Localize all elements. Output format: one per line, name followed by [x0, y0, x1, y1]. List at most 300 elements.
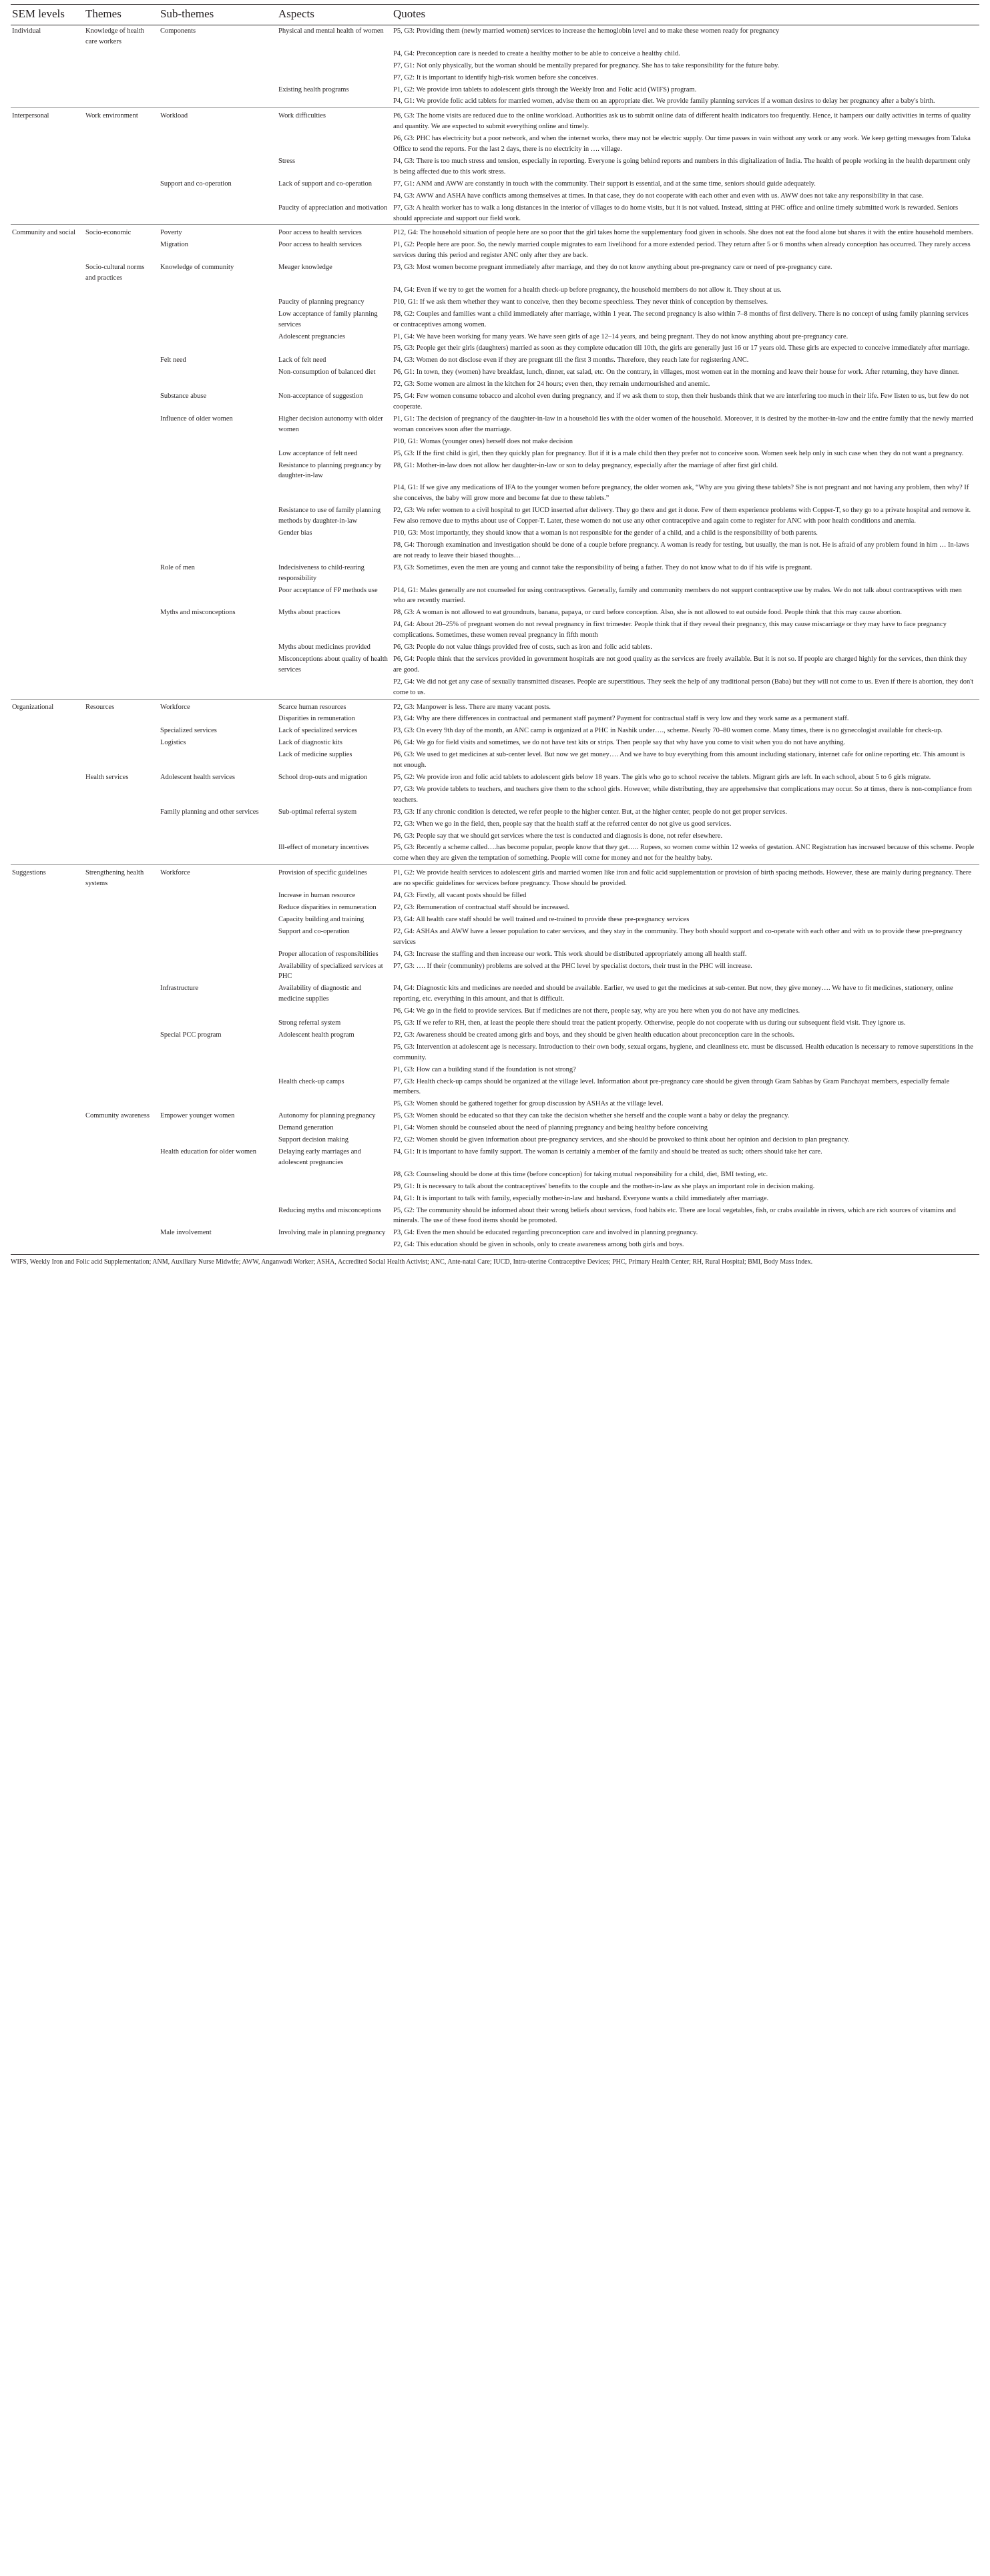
sub-theme-cell	[159, 749, 277, 772]
quote-cell: P1, G2: People here are poor. So, the newly married couple migrates to earn livelihood for a more extended period. They return after 5 or 6 months when already conception has occurred. They rarely access services during this period and register ANC only after they are back.	[393, 241, 971, 260]
quote-cell: P3, G4: Why are there differences in contractual and permanent staff payment? Payment for contractual staff is very low and they work same as a permanent staff.	[393, 715, 849, 723]
aspect-cell: Non-acceptance of suggestion	[278, 393, 363, 401]
table-row	[11, 308, 979, 331]
aspect-cell: Lack of diagnostic kits	[278, 739, 342, 747]
theme-cell	[84, 95, 159, 107]
sub-theme-cell	[159, 296, 277, 308]
table-row	[11, 262, 979, 284]
theme-cell	[84, 784, 159, 806]
aspect-cell: Lack of support and co-operation	[278, 180, 372, 188]
theme-cell	[84, 842, 159, 864]
sub-theme-cell	[159, 1064, 277, 1076]
sem-level-cell	[11, 562, 84, 585]
sem-level-cell	[11, 737, 84, 749]
quote-cell: P7, G2: It is important to identify high-risk women before she conceives.	[393, 73, 599, 81]
aspect-cell: Strong referral system	[278, 1019, 341, 1027]
theme-cell	[84, 676, 159, 699]
table-row	[11, 784, 979, 806]
quote-cell: P1, G2: We provide iron tablets to adolescent girls through the Weekly Iron and Folic acid (WIFS) program.	[393, 85, 697, 93]
theme-cell	[84, 202, 159, 225]
aspect-cell	[277, 619, 392, 641]
sub-theme-cell: Components	[160, 27, 196, 35]
sub-theme-cell	[159, 1134, 277, 1146]
quote-cell: P7, G1: Not only physically, but the woman should be mentally prepared for pregnancy. She has to take responsibility for the future baby.	[393, 61, 780, 69]
theme-cell	[84, 1193, 159, 1205]
aspect-cell: Myths about medicines provided	[278, 643, 370, 652]
sub-theme-cell	[159, 585, 277, 607]
table-row	[11, 1146, 979, 1169]
sub-theme-cell	[159, 830, 277, 842]
aspect-cell	[277, 60, 392, 72]
sub-theme-cell: Health education for older women	[160, 1148, 257, 1155]
aspect-cell: Paucity of appreciation and motivation	[278, 204, 388, 212]
quote-cell: P8, G3: A woman is not allowed to eat groundnuts, banana, papaya, or curd before conception. Also, she is not allowed to eat outside food. People think that this may cause abortion.	[393, 609, 902, 617]
theme-cell: Resources	[84, 699, 159, 713]
aspect-cell	[277, 1181, 392, 1193]
quote-cell: P5, G3: Intervention at adolescent age is necessary. Introduction to their own body, sexual organs, hygiene, and cleanliness etc. must be discussed. Health education is necessary to remove superstitions in the community.	[393, 1043, 973, 1061]
table-row	[11, 1181, 979, 1193]
sem-level-cell	[11, 262, 84, 284]
sub-theme-cell: Workforce	[159, 865, 277, 890]
table-row	[11, 413, 979, 436]
theme-cell	[84, 585, 159, 607]
quote-cell: P4, G3: There is too much stress and tension, especially in reporting. Everyone is going behind reports and numbers in this digitalization of India. The health of people working in the health department only is being affected due to this work stress.	[393, 157, 971, 176]
table-row	[11, 725, 979, 737]
table-row	[11, 156, 979, 178]
sem-level-cell	[11, 296, 84, 308]
theme-cell: Health services	[85, 774, 129, 781]
table-row	[11, 749, 979, 772]
theme-cell	[84, 391, 159, 413]
table-row	[11, 902, 979, 914]
quote-cell: P6, G3: We used to get medicines at sub-center level. But now we get money…. And we have to buy everything from this amount including stationary, internet cafe for online reporting etc. This amount is not enough.	[393, 751, 965, 770]
theme-cell	[84, 890, 159, 902]
quote-cell: P1, G4: Women should be counseled about the need of planning pregnancy and being healthy before conceiving	[393, 1124, 708, 1132]
table-row	[11, 772, 979, 784]
sub-theme-cell	[159, 1181, 277, 1193]
sub-theme-cell	[159, 342, 277, 354]
sub-theme-cell: Poverty	[159, 225, 277, 239]
sem-level-cell	[11, 1098, 84, 1110]
sub-theme-cell: Infrastructure	[160, 985, 199, 993]
sem-level-cell	[11, 527, 84, 539]
sub-theme-cell	[159, 527, 277, 539]
sub-theme-cell: Special PCC program	[160, 1031, 222, 1039]
aspect-cell: Work difficulties	[277, 108, 392, 133]
quote-cell: P3, G3: On every 9th day of the month, an ANC camp is organized at a PHC in Nashik under…., scheme. Nearly 70–80 women come. Many times, there is no gynecologist available for check-up.	[393, 727, 943, 735]
table-row	[11, 1193, 979, 1205]
quote-cell: P8, G4: Thorough examination and investigation should be done of a couple before pregnancy. A woman is ready for testing, but usually, the man is not. He is afraid of any problem found in him … In-laws are not ready to leave their biased thoughts…	[393, 541, 969, 559]
sub-theme-cell	[159, 331, 277, 343]
theme-cell	[84, 818, 159, 830]
theme-cell	[84, 342, 159, 354]
sem-level-cell	[11, 676, 84, 699]
aspect-cell	[277, 676, 392, 699]
sem-level-cell	[11, 448, 84, 460]
sem-level-cell	[11, 1005, 84, 1017]
table-row	[11, 914, 979, 926]
aspect-cell: Adolescent health program	[278, 1031, 354, 1039]
quote-cell: P6, G4: People think that the services provided in government hospitals are not good quality as the services are freely available. But it is not so. If people are charged highly for the services, then think they are good.	[393, 655, 967, 674]
sem-level-cell	[11, 482, 84, 505]
sem-level-cell: Interpersonal	[11, 108, 84, 133]
sub-theme-cell	[159, 713, 277, 725]
sem-level-cell: Suggestions	[11, 865, 84, 890]
themes-table	[11, 4, 979, 1253]
aspect-cell: Proper allocation of responsibilities	[278, 950, 379, 958]
theme-cell	[84, 1076, 159, 1099]
table-row	[11, 460, 979, 483]
aspect-cell	[277, 378, 392, 391]
table-row	[11, 331, 979, 343]
aspect-cell: Provision of specific guidelines	[277, 865, 392, 890]
sub-theme-cell	[159, 654, 277, 676]
theme-cell	[84, 133, 159, 156]
quote-cell: P6, G3: PHC has electricity but a poor network, and when the internet works, there may not be electric supply. Our time passes in vain without any work or any work. We keep getting messages from Taluka Office to send the reports. For the last 2 days, there is no electricity in …. village.	[393, 135, 971, 154]
aspect-cell: School drop-outs and migration	[278, 774, 368, 781]
sub-theme-cell: Empower younger women	[160, 1112, 235, 1120]
theme-cell	[84, 1181, 159, 1193]
sub-theme-cell	[159, 436, 277, 448]
quote-cell: P14, G1: Males generally are not counseled for using contraceptives. Generally, family and community members do not support contraceptive use by males. We do not talk about contraceptives with men who are recently married.	[393, 586, 962, 605]
quote-cell: P7, G3: A health worker has to walk a long distances in the interior of villages to do home visits, but it is not valued. Instead, sitting at PHC office and online timely submitted work is rewarded. Seniors should appreciate and support our field work.	[393, 204, 959, 222]
theme-cell	[84, 505, 159, 527]
table-row	[11, 865, 979, 890]
table-row	[11, 1239, 979, 1253]
sem-level-cell	[11, 84, 84, 96]
sub-theme-cell	[159, 84, 277, 96]
table-row	[11, 1098, 979, 1110]
quote-cell: P2, G3: Some women are almost in the kitchen for 24 hours; even then, they remain undernourished and anemic.	[393, 380, 710, 389]
theme-cell	[84, 806, 159, 818]
table-row	[11, 296, 979, 308]
aspect-cell	[277, 1064, 392, 1076]
quote-cell: P5, G2: We provide iron and folic acid tablets to adolescent girls below 18 years. The girls who go to school receive the tablets. Migrant girls are left. In each school, about 5 to 6 girls migrate.	[393, 774, 931, 781]
sem-level-cell	[11, 156, 84, 178]
theme-cell	[84, 902, 159, 914]
quote-cell: P8, G2: Couples and families want a child immediately after marriage, within 1 year. The second pregnancy is also within 7–8 months of first delivery. There is no concept of using family planning services or contraceptives among women.	[393, 310, 969, 328]
quote-cell: P4, G1: We provide folic acid tablets for married women, advise them on an appropriate diet. We provide family planning services if a woman desires to delay her pregnancy after a baby's birth.	[393, 97, 935, 105]
sem-level-cell	[11, 366, 84, 378]
table-row	[11, 539, 979, 562]
sub-theme-cell: Influence of older women	[160, 415, 233, 423]
aspect-cell: Reduce disparities in remuneration	[278, 903, 377, 911]
table-row	[11, 619, 979, 641]
sem-level-cell	[11, 1041, 84, 1064]
aspect-cell: Physical and mental health of women	[278, 27, 384, 35]
aspect-cell	[277, 1098, 392, 1110]
sub-theme-cell	[159, 482, 277, 505]
sem-level-cell	[11, 284, 84, 296]
sem-level-cell	[11, 1181, 84, 1193]
quote-cell: P2, G3: Manpower is less. There are many vacant posts.	[392, 699, 979, 713]
quote-cell: P4, G4: Preconception care is needed to create a healthy mother to be able to conceive a healthy child.	[393, 49, 680, 57]
quote-cell: P2, G3: Remuneration of contractual staff should be increased.	[393, 903, 569, 911]
quote-cell: P7, G3: …. If their (community) problems are solved at the PHC level by specialist doctors, their trust in the PHC will increase.	[393, 962, 752, 970]
theme-cell	[84, 713, 159, 725]
table-row	[11, 1005, 979, 1017]
aspect-cell	[277, 830, 392, 842]
sem-level-cell	[11, 1029, 84, 1041]
theme-cell	[84, 641, 159, 654]
aspect-cell: Gender bias	[278, 529, 312, 537]
sub-theme-cell: Role of men	[160, 563, 195, 571]
sub-theme-cell	[159, 539, 277, 562]
quote-cell: P3, G3: If any chronic condition is detected, we refer people to the higher center. But, at the higher center, people do not get proper services.	[393, 808, 787, 816]
table-row	[11, 378, 979, 391]
sem-level-cell	[11, 1122, 84, 1134]
sem-level-cell	[11, 60, 84, 72]
sub-theme-cell	[159, 156, 277, 178]
sem-level-cell	[11, 1017, 84, 1029]
aspect-cell	[277, 784, 392, 806]
sem-level-cell	[11, 178, 84, 190]
quote-cell: P6, G3: The home visits are reduced due to the online workload. Authorities ask us to submit online data of different health indicators too frequently. Hence, it hampers our daily activities in terms of quality and quantity. We are expected to submit everything online and timely.	[392, 108, 979, 133]
theme-cell	[84, 914, 159, 926]
theme-cell	[84, 527, 159, 539]
aspect-cell: Autonomy for planning pregnancy	[278, 1112, 376, 1120]
sub-theme-cell	[159, 202, 277, 225]
aspect-cell: Meager knowledge	[278, 264, 332, 272]
sub-theme-cell: Workforce	[159, 699, 277, 713]
sem-level-cell	[11, 961, 84, 983]
table-row	[11, 1029, 979, 1041]
sem-level-cell	[11, 1146, 84, 1169]
theme-cell	[84, 1146, 159, 1169]
quote-cell: P2, G4: This education should be given in schools, only to create awareness among both girls and boys.	[393, 1241, 684, 1249]
sem-level-cell	[11, 72, 84, 84]
sub-theme-cell	[159, 1076, 277, 1099]
quote-cell: P5, G3: Providing them (newly married women) services to increase the hemoglobin level and to make these women ready for pregnancy	[393, 27, 780, 35]
quote-cell: P10, G1: Womas (younger ones) herself does not make decision	[393, 437, 573, 445]
table-row	[11, 699, 979, 713]
sem-level-cell	[11, 641, 84, 654]
sub-theme-cell	[159, 95, 277, 107]
theme-cell	[84, 749, 159, 772]
sem-level-cell	[11, 926, 84, 949]
table-row	[11, 1134, 979, 1146]
theme-cell	[84, 539, 159, 562]
table-row	[11, 1205, 979, 1228]
sem-level-cell	[11, 1134, 84, 1146]
page	[0, 0, 990, 1274]
sub-theme-cell	[159, 190, 277, 202]
theme-cell	[84, 436, 159, 448]
table-row	[11, 1110, 979, 1122]
theme-cell	[84, 619, 159, 641]
theme-cell	[84, 448, 159, 460]
theme-cell	[84, 737, 159, 749]
sub-theme-cell: Felt need	[160, 356, 186, 364]
quote-cell: P10, G1: If we ask them whether they want to conceive, then they become speechless. They never think of conception by themselves.	[393, 298, 768, 306]
aspect-cell: Availability of diagnostic and medicine supplies	[278, 985, 362, 1003]
quote-cell: P4, G3: Women do not disclose even if they are pregnant till the first 3 months. Therefore, they reach late for registering ANC.	[393, 356, 749, 364]
table-row	[11, 436, 979, 448]
quote-cell: P2, G4: ASHAs and AWW have a lesser population to cater services, and they stay in the community. They both should support and co-operate with each other and with us to provide these pre-pregnancy services	[393, 927, 963, 946]
sub-theme-cell	[159, 1193, 277, 1205]
aspect-cell: Poor acceptance of FP methods use	[278, 586, 378, 594]
aspect-cell: Indecisiveness to child-rearing responsibility	[278, 563, 364, 582]
sem-level-cell: Community and social	[11, 225, 84, 239]
sem-level-cell	[11, 902, 84, 914]
theme-cell	[84, 1239, 159, 1253]
table-header-row	[11, 5, 979, 25]
sem-level-cell	[11, 949, 84, 961]
sem-level-cell	[11, 378, 84, 391]
sem-level-cell	[11, 818, 84, 830]
sem-level-cell	[11, 505, 84, 527]
theme-cell	[84, 983, 159, 1005]
quote-cell: P7, G1: ANM and AWW are constantly in touch with the community. Their support is essential, and at the same time, seniors should guide adequately.	[393, 180, 816, 188]
theme-cell	[84, 354, 159, 366]
quote-cell: P7, G3: Health check-up camps should be organized at the village level. Information about pre-pregnancy care should be given through Gram Sabhas by Gram Panchayat members, especially female members.	[393, 1077, 950, 1096]
theme-cell	[84, 607, 159, 619]
table-row	[11, 448, 979, 460]
theme-cell	[84, 296, 159, 308]
table-row	[11, 239, 979, 262]
theme-cell	[84, 1017, 159, 1029]
table-row	[11, 713, 979, 725]
sub-theme-cell	[159, 619, 277, 641]
sub-theme-cell	[159, 505, 277, 527]
sub-theme-cell	[159, 902, 277, 914]
table-row	[11, 1076, 979, 1099]
quote-cell: P1, G2: We provide health services to adolescent girls and married women like iron and folic acid supplementation or provision of birth spacing methods. However, these are mainly during pregnancy. There are no specific guidelines for services before pregnancy. Those should be provided.	[392, 865, 979, 890]
aspect-cell: Resistance to planning pregnancy by daughter-in-law	[278, 461, 382, 480]
sub-theme-cell	[159, 890, 277, 902]
aspect-cell	[277, 48, 392, 60]
table-row	[11, 178, 979, 190]
theme-cell	[84, 72, 159, 84]
sem-level-cell	[11, 585, 84, 607]
aspect-cell: Stress	[278, 157, 296, 165]
sub-theme-cell: Substance abuse	[160, 393, 207, 401]
aspect-cell	[277, 72, 392, 84]
quote-cell: P6, G3: People say that we should get services where the test is conducted and diagnosis is done, not refer elsewhere.	[393, 832, 723, 840]
theme-cell	[84, 562, 159, 585]
quote-cell: P3, G3: Most women become pregnant immediately after marriage, and they do not know anything about pre-pregnancy care or need of pre-pregnancy care.	[393, 264, 832, 272]
quote-cell: P8, G3: Counseling should be done at this time (before conception) for taking mutual responsibility for a child, diet, BMI testing, etc.	[393, 1170, 768, 1178]
theme-cell	[84, 1227, 159, 1239]
quote-cell: P3, G4: All health care staff should be well trained and re-trained to provide these pre-pregnancy services	[393, 915, 690, 923]
sub-theme-cell	[159, 284, 277, 296]
header-sem-levels: SEM levels	[11, 5, 84, 25]
quote-cell: P5, G2: The community should be informed about their wrong beliefs about services, food habits etc. There are local vegetables, fish, or crabs available in rivers, which are rich sources of vitamins and minerals. The use of these food items should be promoted.	[393, 1206, 956, 1225]
aspect-cell: Demand generation	[278, 1124, 334, 1132]
sem-level-cell	[11, 619, 84, 641]
table-row	[11, 562, 979, 585]
sub-theme-cell	[159, 1098, 277, 1110]
aspect-cell: Higher decision autonomy with older women	[278, 415, 383, 433]
aspect-cell	[277, 95, 392, 107]
aspect-cell	[277, 133, 392, 156]
sub-theme-cell	[159, 842, 277, 864]
quote-cell: P8, G1: Mother-in-law does not allow her daughter-in-law or son to delay pregnancy, especially after the marriage of after first girl child.	[393, 461, 778, 469]
quote-cell: P2, G2: Women should be given information about pre-pregnancy services, and she should be provoked to think about her opinion and decision to plan pregnancy.	[393, 1136, 850, 1144]
theme-cell	[84, 1064, 159, 1076]
aspect-cell	[277, 539, 392, 562]
theme-cell: Work environment	[84, 108, 159, 133]
table-row	[11, 607, 979, 619]
theme-cell	[84, 48, 159, 60]
aspect-cell: Low acceptance of felt need	[278, 449, 358, 457]
table-row	[11, 391, 979, 413]
sub-theme-cell	[159, 48, 277, 60]
sub-theme-cell: Adolescent health services	[160, 774, 235, 781]
sub-theme-cell	[159, 1041, 277, 1064]
table-row	[11, 354, 979, 366]
aspect-cell: Reducing myths and misconceptions	[278, 1206, 382, 1214]
aspect-cell: Capacity building and training	[278, 915, 364, 923]
sem-level-cell	[11, 331, 84, 343]
sub-theme-cell	[159, 72, 277, 84]
aspect-cell	[277, 284, 392, 296]
table-row	[11, 890, 979, 902]
table-row	[11, 1041, 979, 1064]
table-row	[11, 1169, 979, 1181]
theme-cell	[84, 284, 159, 296]
sem-level-cell	[11, 342, 84, 354]
table-row	[11, 108, 979, 133]
quote-cell: P6, G1: In town, they (women) have breakfast, lunch, dinner, eat salad, etc. On the contrary, in villages, most women eat in the morning and leave their house for work. After returning, they have dinner.	[393, 368, 959, 376]
theme-cell	[84, 482, 159, 505]
sem-level-cell	[11, 842, 84, 864]
aspect-cell: Delaying early marriages and adolescent pregnancies	[278, 1148, 361, 1166]
sem-level-cell	[11, 413, 84, 436]
theme-cell	[84, 926, 159, 949]
theme-cell	[84, 1029, 159, 1041]
sub-theme-cell: Male involvement	[160, 1229, 212, 1237]
table-row	[11, 84, 979, 96]
header-quotes: Quotes	[392, 5, 979, 25]
theme-cell	[84, 413, 159, 436]
aspect-cell: Increase in human resource	[278, 892, 356, 900]
table-row	[11, 983, 979, 1005]
sem-level-cell	[11, 202, 84, 225]
quote-cell: P4, G3: Firstly, all vacant posts should be filled	[393, 892, 527, 900]
table-row	[11, 949, 979, 961]
aspect-cell: Availability of specialized services at PHC	[278, 962, 383, 981]
aspect-cell: Poor access to health services	[278, 241, 362, 249]
table-row	[11, 366, 979, 378]
theme-cell	[84, 654, 159, 676]
table-row	[11, 1064, 979, 1076]
sem-level-cell	[11, 391, 84, 413]
theme-cell: Knowledge of health care workers	[85, 27, 145, 45]
header-aspects: Aspects	[277, 5, 392, 25]
sub-theme-cell: Workload	[159, 108, 277, 133]
theme-cell	[84, 830, 159, 842]
theme-cell	[84, 1134, 159, 1146]
sub-theme-cell	[159, 378, 277, 391]
quote-cell: P2, G4: We did not get any case of sexually transmitted diseases. People are superstitious. They seek the help of any traditional person (Baba) but they will not come to us. Even if there is abortion, they don't come to us.	[393, 678, 974, 696]
sem-level-cell	[11, 830, 84, 842]
sub-theme-cell: Family planning and other services	[160, 808, 259, 816]
theme-cell	[84, 460, 159, 483]
theme-cell	[84, 725, 159, 737]
theme-cell	[84, 378, 159, 391]
sem-level-cell	[11, 460, 84, 483]
aspect-cell	[277, 190, 392, 202]
sem-level-cell	[11, 1110, 84, 1122]
sub-theme-cell	[159, 1205, 277, 1228]
quote-cell: P5, G4: Few women consume tobacco and alcohol even during pregnancy, and if we ask them to stop, then their husbands think that we are interfering too much in their life. Few listen to us, but few do not cooperate.	[393, 393, 969, 411]
aspect-cell	[277, 1239, 392, 1253]
theme-cell	[84, 308, 159, 331]
quote-cell: P12, G4: The household situation of people here are so poor that the girl takes home the supplementary food given in schools. She does not eat the food alone but shares it with the entire household members.	[392, 225, 979, 239]
table-row	[11, 641, 979, 654]
aspect-cell: Low acceptance of family planning services	[278, 310, 378, 328]
